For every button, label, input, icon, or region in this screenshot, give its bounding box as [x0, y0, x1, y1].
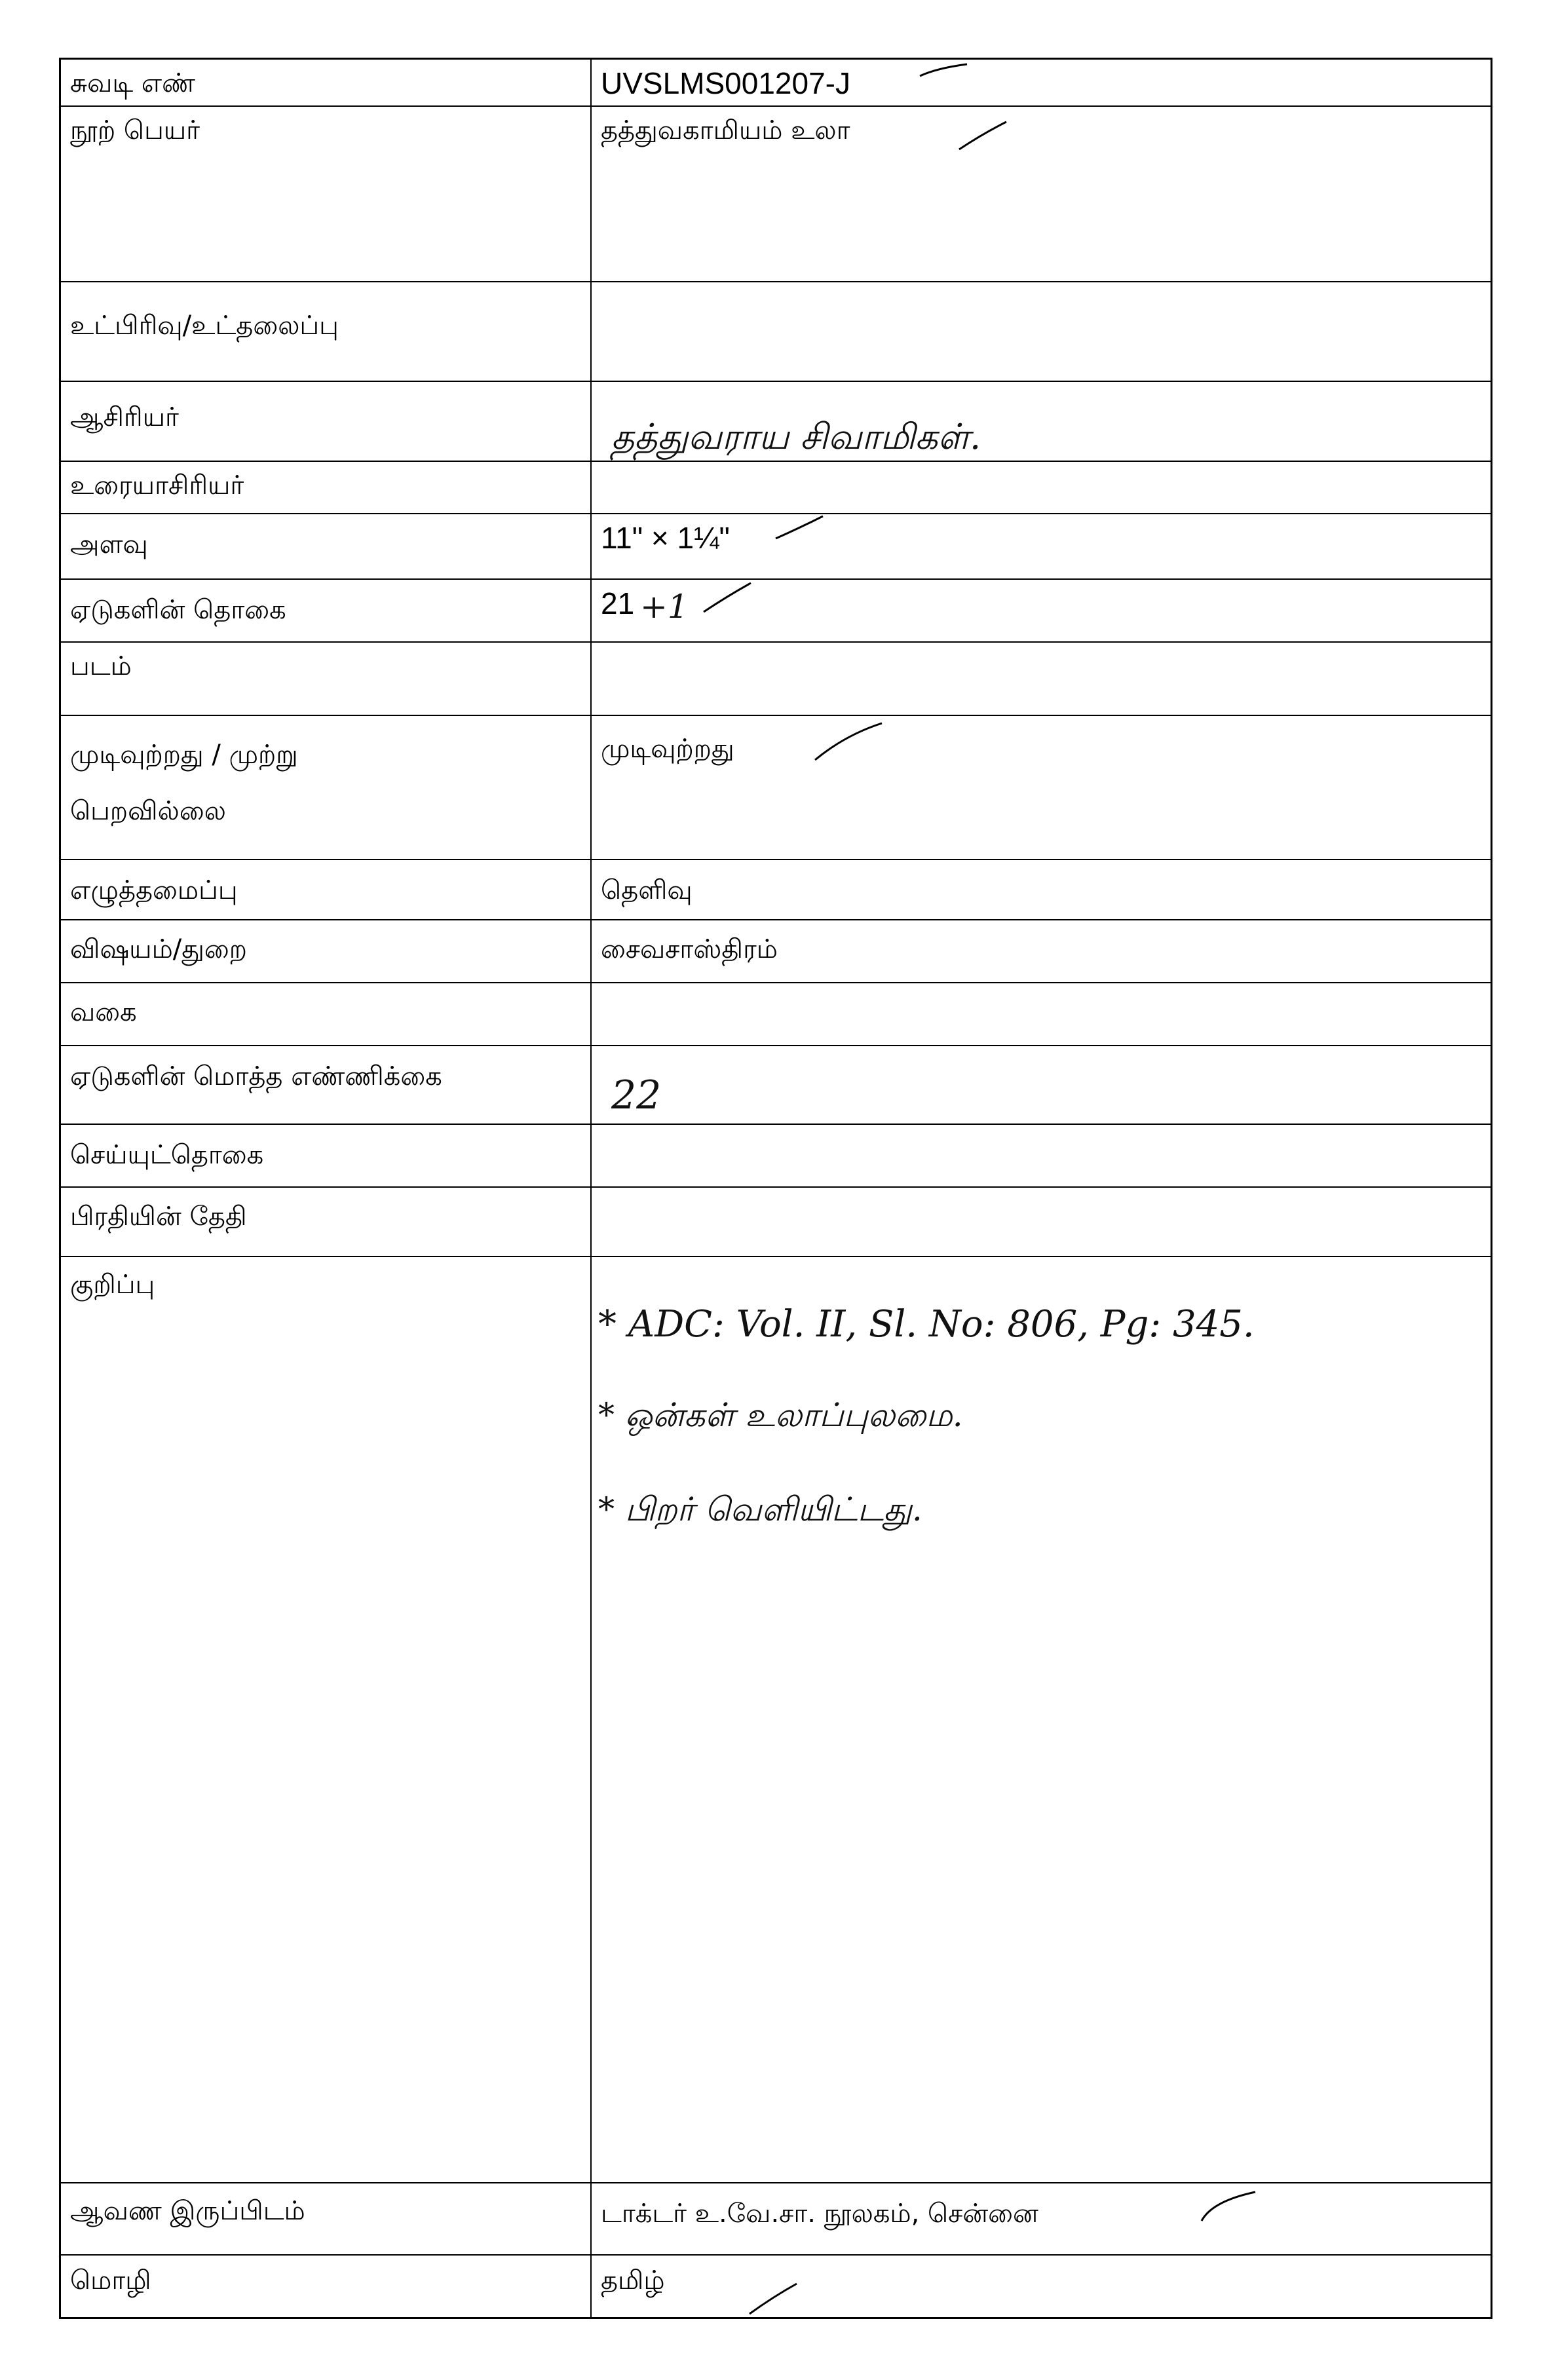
row-picture: [61, 643, 1491, 716]
handwritten-author: தத்துவராய சிவாமிகள்.: [611, 416, 981, 457]
value-language: தமிழ்: [601, 2265, 665, 2295]
row-category: [61, 983, 1491, 1046]
label-repository: ஆவண இருப்பிடம்: [61, 2183, 592, 2254]
value-total-leaves: [592, 1046, 1491, 1124]
handwritten-leaf-addition: +1: [640, 588, 689, 626]
check-mark-icon: [747, 2280, 799, 2319]
label-subdivision: உட்பிரிவு/உட்தலைப்பு: [61, 282, 592, 381]
value-copy-date: [592, 1188, 1491, 1256]
value-leaf-count: 21: [601, 586, 635, 620]
handwritten-note-2: * ஒன்கள் உலாப்புலமை.: [598, 1396, 963, 1434]
row-script-clarity: [61, 860, 1491, 920]
value-script-clarity: தெளிவு: [601, 875, 693, 905]
label-completion: முடிவுற்றது / முற்று பெறவில்லை: [70, 740, 298, 826]
check-mark-icon: [957, 118, 1009, 157]
row-manuscript-number: [61, 60, 1491, 107]
catalogue-form: [59, 58, 1492, 2319]
label-manuscript-number: சுவடி எண்: [61, 60, 592, 105]
label-notes: குறிப்பு: [61, 1257, 592, 2182]
handwritten-total-leaves: 22: [611, 1072, 662, 1118]
row-verse-count: [61, 1125, 1491, 1188]
handwritten-note-3: * பிறர் வெளியிட்டது.: [598, 1490, 922, 1528]
value-category: [592, 983, 1491, 1045]
label-total-leaves: ஏடுகளின் மொத்த எண்ணிக்கை: [61, 1046, 592, 1124]
label-commentator: உரையாசிரியர்: [61, 462, 592, 513]
row-subject: [61, 920, 1491, 983]
row-copy-date: [61, 1188, 1491, 1257]
row-subdivision: [61, 282, 1491, 382]
row-commentator: [61, 462, 1491, 514]
check-mark-icon: [701, 579, 753, 618]
label-size: அளவு: [61, 514, 592, 578]
value-subject: சைவசாஸ்திரம்: [601, 934, 778, 964]
value-manuscript-number: UVSLMS001207-J: [601, 66, 850, 100]
row-repository: [61, 2183, 1491, 2256]
row-book-title: [61, 107, 1491, 282]
value-subdivision: [592, 282, 1491, 381]
row-leaf-count: [61, 580, 1491, 643]
value-picture: [592, 643, 1491, 715]
label-book-title: நூற் பெயர்: [61, 107, 592, 281]
check-mark-icon: [917, 62, 970, 81]
label-copy-date: பிரதியின் தேதி: [61, 1188, 592, 1256]
label-category: வகை: [61, 983, 592, 1045]
label-language: மொழி: [61, 2256, 592, 2317]
label-leaf-count: ஏடுகளின் தொகை: [61, 580, 592, 641]
row-author: [61, 382, 1491, 462]
value-commentator: [592, 462, 1491, 513]
label-subject: விஷயம்/துறை: [61, 920, 592, 982]
value-size: 11" × 1¼": [601, 521, 730, 555]
row-total-leaves: [61, 1046, 1491, 1125]
row-completion: [61, 716, 1491, 860]
label-picture: படம்: [61, 643, 592, 715]
value-repository: டாக்டர் உ.வே.சா. நூலகம், சென்னை: [601, 2199, 1038, 2229]
value-completion: முடிவுற்றது: [601, 734, 734, 764]
check-mark-icon: [773, 512, 826, 545]
row-notes: [61, 1257, 1491, 2183]
value-book-title: தத்துவகாமியம் உலா: [601, 115, 850, 145]
label-author: ஆசிரியர்: [61, 382, 592, 461]
label-verse-count: செய்யுட்தொகை: [61, 1125, 592, 1186]
handwritten-note-1: * ADC: Vol. II, Sl. No: 806, Pg: 345.: [598, 1303, 1255, 1346]
check-mark-icon: [1199, 2188, 1258, 2227]
check-mark-icon: [812, 719, 884, 765]
label-script-clarity: எழுத்தமைப்பு: [61, 860, 592, 919]
value-verse-count: [592, 1125, 1491, 1186]
